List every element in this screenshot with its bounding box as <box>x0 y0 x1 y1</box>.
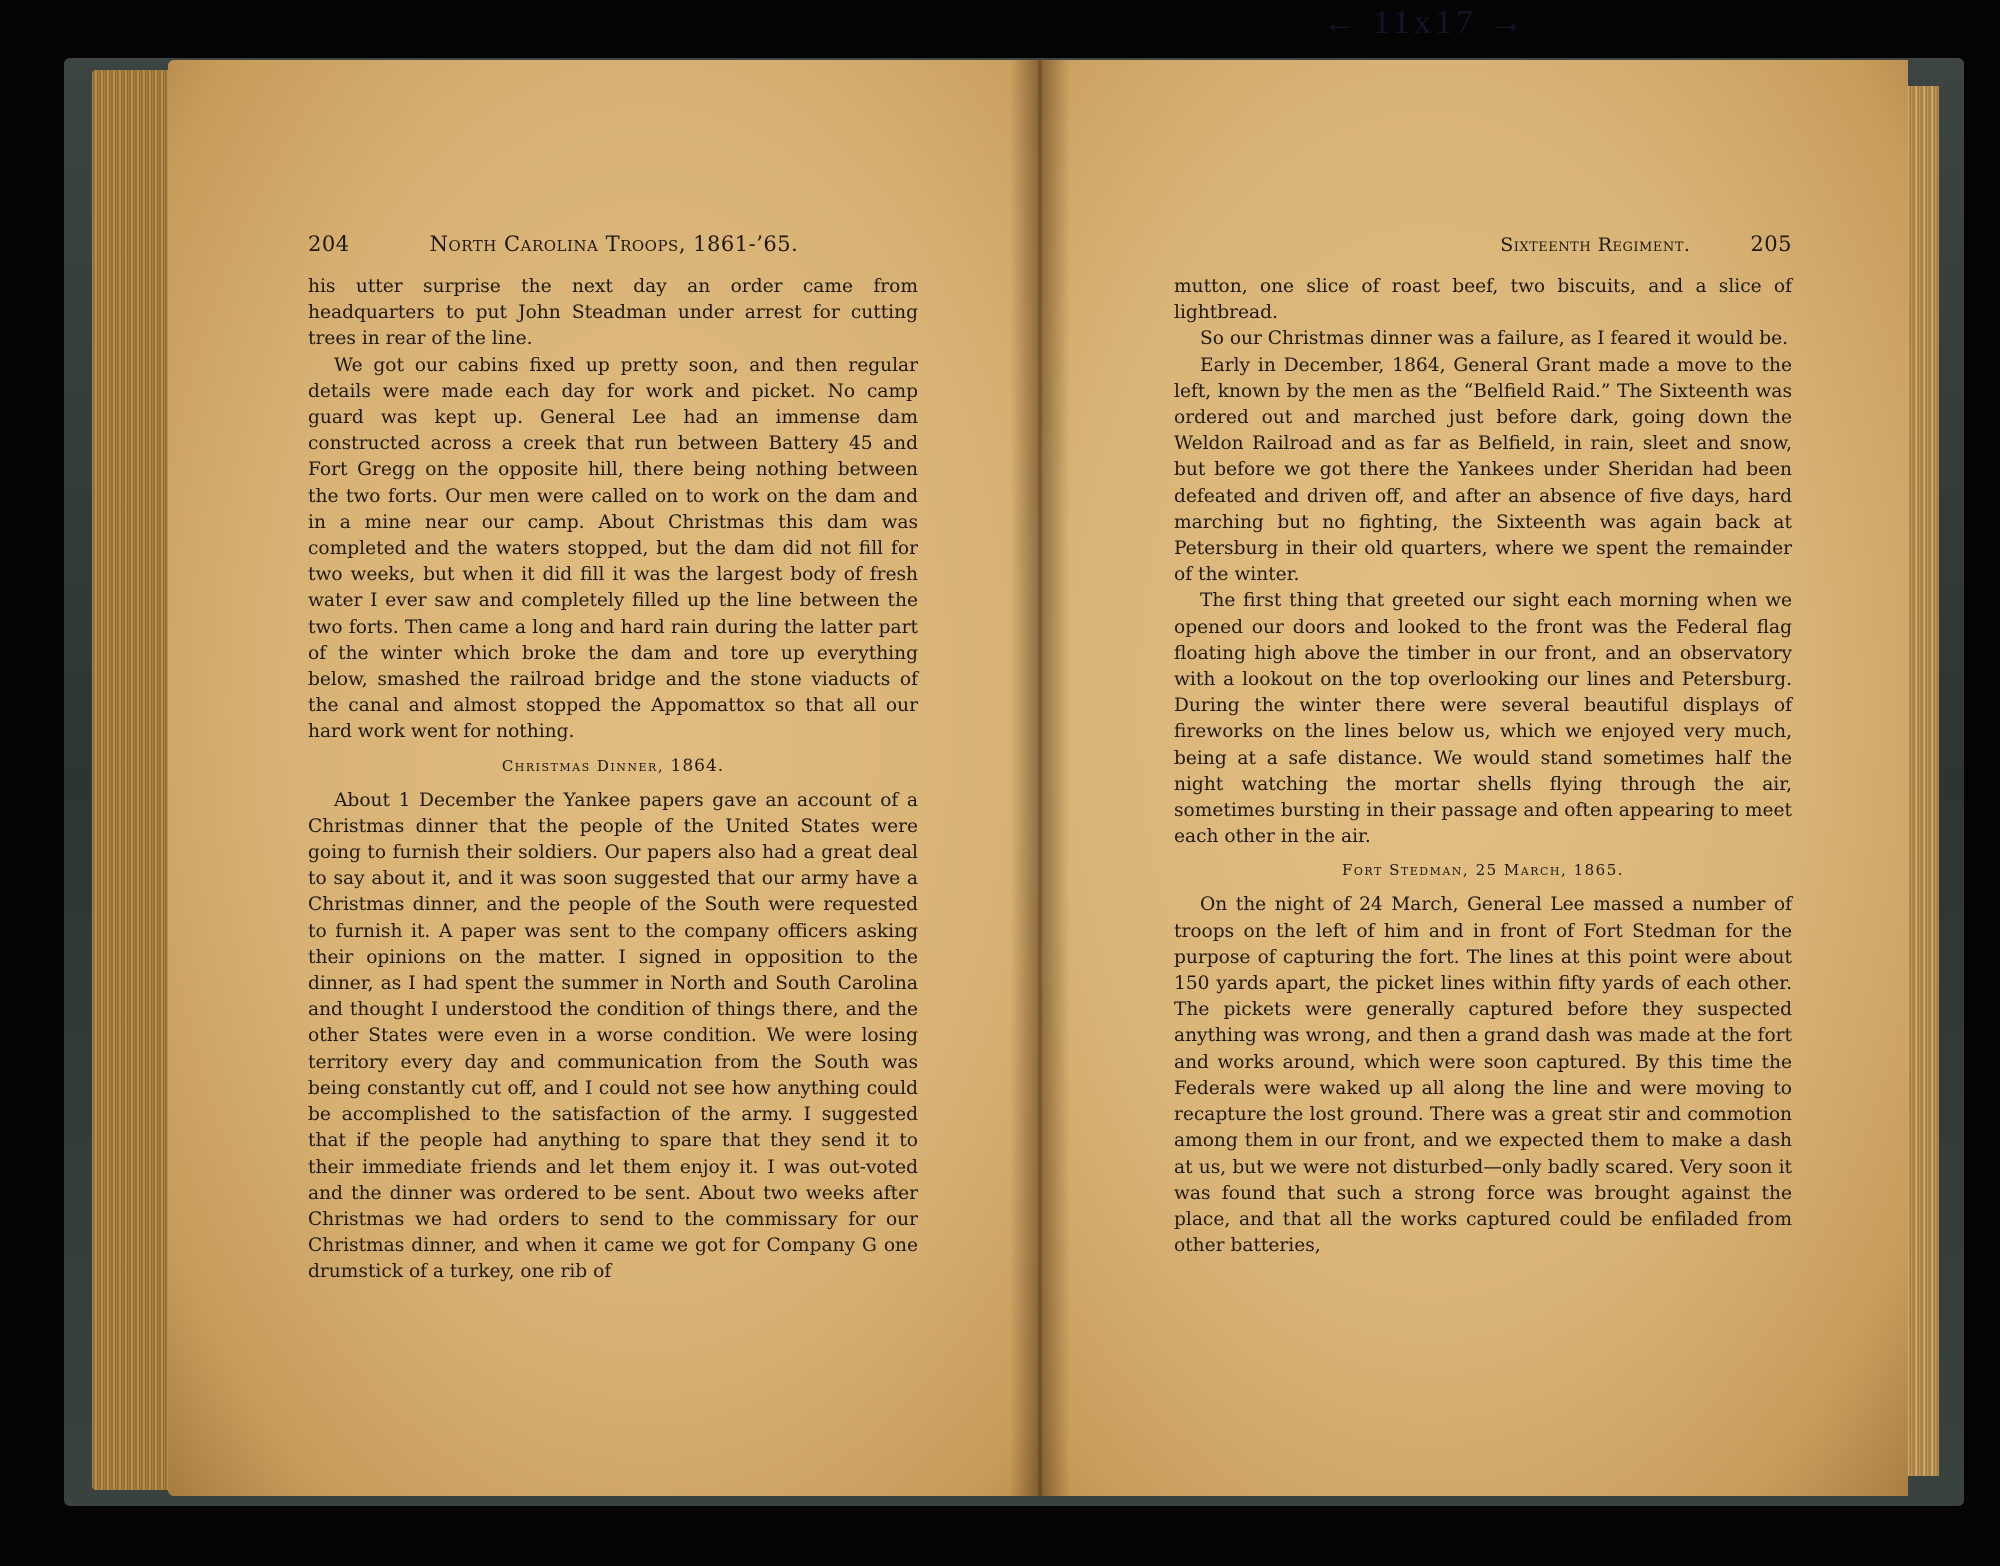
paragraph: About 1 December the Yankee papers gave an account of a Christmas dinner that the people of the United States were going to furnish their soldiers. Our papers also had a great deal to say about it, and it was soon suggested that our army have a Christmas dinner, and the people of the South were requested to furnish it. A paper was sent to the company officers asking their opinions on the matter. I signed in opposition to the dinner, as I had spent the summer in North and South Carolina and thought I understood the condition of things there, and the other States were even in a worse condition. We were losing territory every day and communication from the South was being constantly cut off, and I could not see how anything could be accomplished to the satisfaction of the army. I suggested that if the people had anything to spare that they send it to their immediate friends and let them enjoy it. I was out-voted and the dinner was ordered to be sent. About two weeks after Christmas we had orders to send to the commissary for our Christmas dinner, and when it came we got for Company G one drumstick of a turkey, one rib of <box>308 789 918 1283</box>
running-title-right: Sixteenth Regiment. <box>1500 234 1691 256</box>
paragraph: We got our cabins fixed up pretty soon, and then regular details were made each day for work and picket. No camp guard was kept up. General Lee had an immense dam constructed across a creek that run between Battery 45 and Fort Gregg on the opposite hill, there being nothing between the two forts. Our men were called on to work on the dam and in a mine near our camp. About Christmas this dam was completed and the waters stopped, but the dam did not fill for two weeks, but when it did fill it was the largest body of fresh water I ever saw and completely filled up the line between the two forts. Then came a long and hard rain during the latter part of the winter which broke the dam and tore up everything below, smashed the railroad bridge and the stone viaducts of the canal and almost stopped the Appomattox so that all our hard work went for nothing. <box>308 354 918 743</box>
left-page-text <box>308 274 918 1286</box>
paragraph: On the night of 24 March, General Lee massed a number of troops on the left of him and in front of Fort Stedman for the purpose of capturing the fort. The lines at this point were about 150 yards apart, the picket lines within fifty yards of each other. The pickets were generally captured before they suspected anything was wrong, and then a grand dash was made at the fort and works around, which were soon captured. By this time the Federals were waked up all along the line and were moving to recapture the lost ground. There was a great stir and commotion among them in our front, and we expected them to make a dash at us, but we were not disturbed—only badly scared. Very soon it was found that such a strong force was brought against the place, and that all the works captured could be enfiladed from other batteries, <box>1174 894 1792 1257</box>
section-heading-christmas-dinner <box>308 756 918 776</box>
right-running-head <box>1174 232 1792 266</box>
paragraph: his utter surprise the next day an order came from headquarters to put John Steadman under arrest for cutting trees in rear of the line. <box>308 276 918 350</box>
scale-ruler-label: ← 11x17 → <box>1322 4 1528 41</box>
left-running-head <box>308 232 918 266</box>
right-page <box>1038 60 1908 1496</box>
page-number-right: 205 <box>1750 232 1792 256</box>
page-number-left: 204 <box>308 232 350 256</box>
section-date: 25 March, 1865. <box>1475 861 1625 880</box>
section-title: Christmas Dinner, <box>501 756 665 775</box>
page-edges-left <box>92 70 178 1490</box>
section-year: 1864. <box>670 755 725 776</box>
right-page-text <box>1174 274 1792 1259</box>
book-gutter <box>1010 60 1070 1496</box>
paragraph: mutton, one slice of roast beef, two biscuits, and a slice of lightbread. <box>1174 276 1792 324</box>
running-title-left: North Carolina Troops, 1861-’65. <box>429 232 799 256</box>
section-heading-fort-stedman <box>1174 860 1792 880</box>
section-title: Fort Stedman, <box>1341 861 1470 880</box>
paragraph: The first thing that greeted our sight each morning when we opened our doors and looked to the front was the Federal flag floating high above the timber in our front, and an observatory with a lookout on the top overlooking our lines and Petersburg. During the winter there were several beautiful displays of fireworks on the lines below us, which we enjoyed very much, being at a safe distance. We would stand sometimes half the night watching the mortar shells flying through the air, sometimes bursting in their passage and often appearing to meet each other in the air. <box>1174 590 1792 848</box>
paragraph: So our Christmas dinner was a failure, as I feared it would be. <box>1200 328 1789 350</box>
paragraph: Early in December, 1864, General Grant made a move to the left, known by the men as the “Belfield Raid.” The Sixteenth was ordered out and marched just before dark, going down the Weldon Railroad and as far as Belfield, in rain, sleet and snow, but before we got there the Yankees under Sheridan had been defeated and driven off, and after an absence of five days, hard marching but no fighting, the Sixteenth was again back at Petersburg in their old quarters, where we spent the remainder of the winter. <box>1174 354 1792 586</box>
left-page <box>168 60 1038 1496</box>
